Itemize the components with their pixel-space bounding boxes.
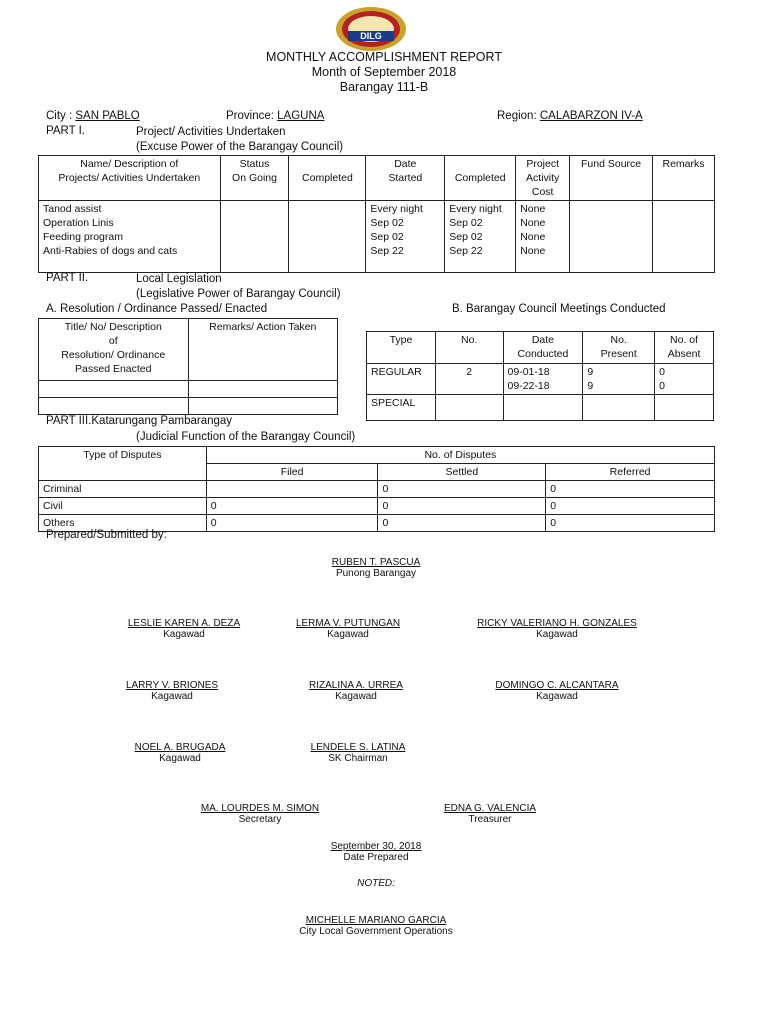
- prepared-by-label: Prepared/Submitted by:: [46, 529, 167, 541]
- part1-label: PART I.: [46, 125, 85, 137]
- meetings-header-row: Type No. Date Conducted No. Present No. of Absent: [367, 332, 714, 364]
- region-value: CALABARZON IV-A: [539, 110, 643, 122]
- disputes-row-criminal: Criminal 0 0: [39, 481, 715, 498]
- part2-subtitle: (Legislative Power of Barangay Council): [136, 288, 341, 300]
- noted-label: NOTED:: [357, 878, 395, 889]
- date-prepared: September 30, 2018 Date Prepared: [330, 841, 422, 863]
- part3-label: PART III.Katarungang Pambarangay: [46, 415, 233, 427]
- part3-subtitle: (Judicial Function of the Barangay Council): [136, 431, 356, 443]
- project-started: Every night Sep 02 Sep 02 Sep 22: [366, 201, 445, 273]
- logo-text: DILG: [360, 31, 382, 41]
- project-completed: Every night Sep 02 Sep 02 Sep 22: [445, 201, 516, 273]
- part1-title: Project/ Activities Undertaken: [136, 126, 286, 138]
- disputes-row-others: Others 0 0 0: [39, 515, 715, 532]
- report-header: [0, 50, 768, 95]
- projects-data-row: [39, 201, 715, 273]
- signatory-kagawad-2: LERMA V. PUTUNGAN Kagawad: [295, 618, 401, 640]
- part1-heading: [136, 125, 343, 155]
- disputes-table: Type of Disputes No. of Disputes Filed Settled Referred Criminal 0 0 Civil 0 0 0 Others 0 0 0: [38, 446, 715, 532]
- signatory-noted-by: MICHELLE MARIANO GARCIA City Local Government Operations: [299, 915, 453, 937]
- report-month: Month of September 2018: [311, 65, 457, 79]
- signatory-kagawad-4: LARRY V. BRIONES Kagawad: [125, 680, 219, 702]
- report-title: MONTHLY ACCOMPLISHMENT REPORT: [266, 50, 502, 64]
- signatory-kagawad-7: NOEL A. BRUGADA Kagawad: [134, 742, 226, 764]
- signatory-kagawad-3: RICKY VALERIANO H. GONZALES Kagawad: [477, 618, 637, 640]
- resolution-table: [38, 318, 338, 415]
- signatory-kagawad-5: RIZALINA A. URREA Kagawad: [309, 680, 403, 702]
- signatory-sk-chairman: LENDELE S. LATINA SK Chairman: [310, 742, 406, 764]
- dilg-logo: [334, 6, 408, 52]
- signatory-secretary: MA. LOURDES M. SIMON Secretary: [200, 803, 320, 825]
- signatory-kagawad-6: DOMINGO C. ALCANTARA Kagawad: [495, 680, 619, 702]
- project-cost: None None None None: [516, 201, 570, 273]
- signatory-captain: RUBEN T. PASCUA Punong Barangay: [331, 557, 421, 579]
- report-barangay: Barangay 111-B: [339, 80, 429, 94]
- part2-title: Local Legislation: [136, 273, 222, 285]
- disputes-header-row: Type of Disputes No. of Disputes: [39, 447, 715, 464]
- province-line: Province: LAGUNA: [226, 110, 325, 122]
- part2-heading: [136, 272, 341, 302]
- disputes-row-civil: Civil 0 0 0: [39, 498, 715, 515]
- meetings-row-regular: REGULAR 2 09-01-18 09-22-18 9 9 0 0: [367, 364, 714, 395]
- region-line: Region: CALABARZON IV-A: [497, 110, 643, 122]
- signatory-kagawad-1: LESLIE KAREN A. DEZA Kagawad: [127, 618, 241, 640]
- city-line: City : SAN PABLO: [46, 110, 140, 122]
- resolution-heading: A. Resolution / Ordinance Passed/ Enacted: [46, 303, 268, 315]
- province-value: LAGUNA: [277, 110, 325, 122]
- signatory-treasurer: EDNA G. VALENCIA Treasurer: [443, 803, 537, 825]
- meetings-table: [366, 331, 714, 421]
- part2-label: PART II.: [46, 272, 89, 284]
- project-names: Tanod assist Operation Linis Feeding program Anti-Rabies of dogs and cats: [39, 201, 221, 273]
- city-value: SAN PABLO: [75, 110, 140, 122]
- projects-table: [38, 155, 715, 273]
- resolution-header-row: Title/ No/ Description of Resolution/ Ordinance Passed Enacted Remarks/ Action Taken: [39, 319, 338, 381]
- part1-subtitle: (Excuse Power of the Barangay Council): [136, 141, 344, 153]
- meetings-heading: B. Barangay Council Meetings Conducted: [452, 303, 666, 315]
- meetings-row-special: SPECIAL: [367, 395, 714, 421]
- projects-header-row: Name/ Description of Projects/ Activities Undertaken Status On Going Completed Date Started Completed Project Activity Cost Fund Source Remarks: [39, 156, 715, 201]
